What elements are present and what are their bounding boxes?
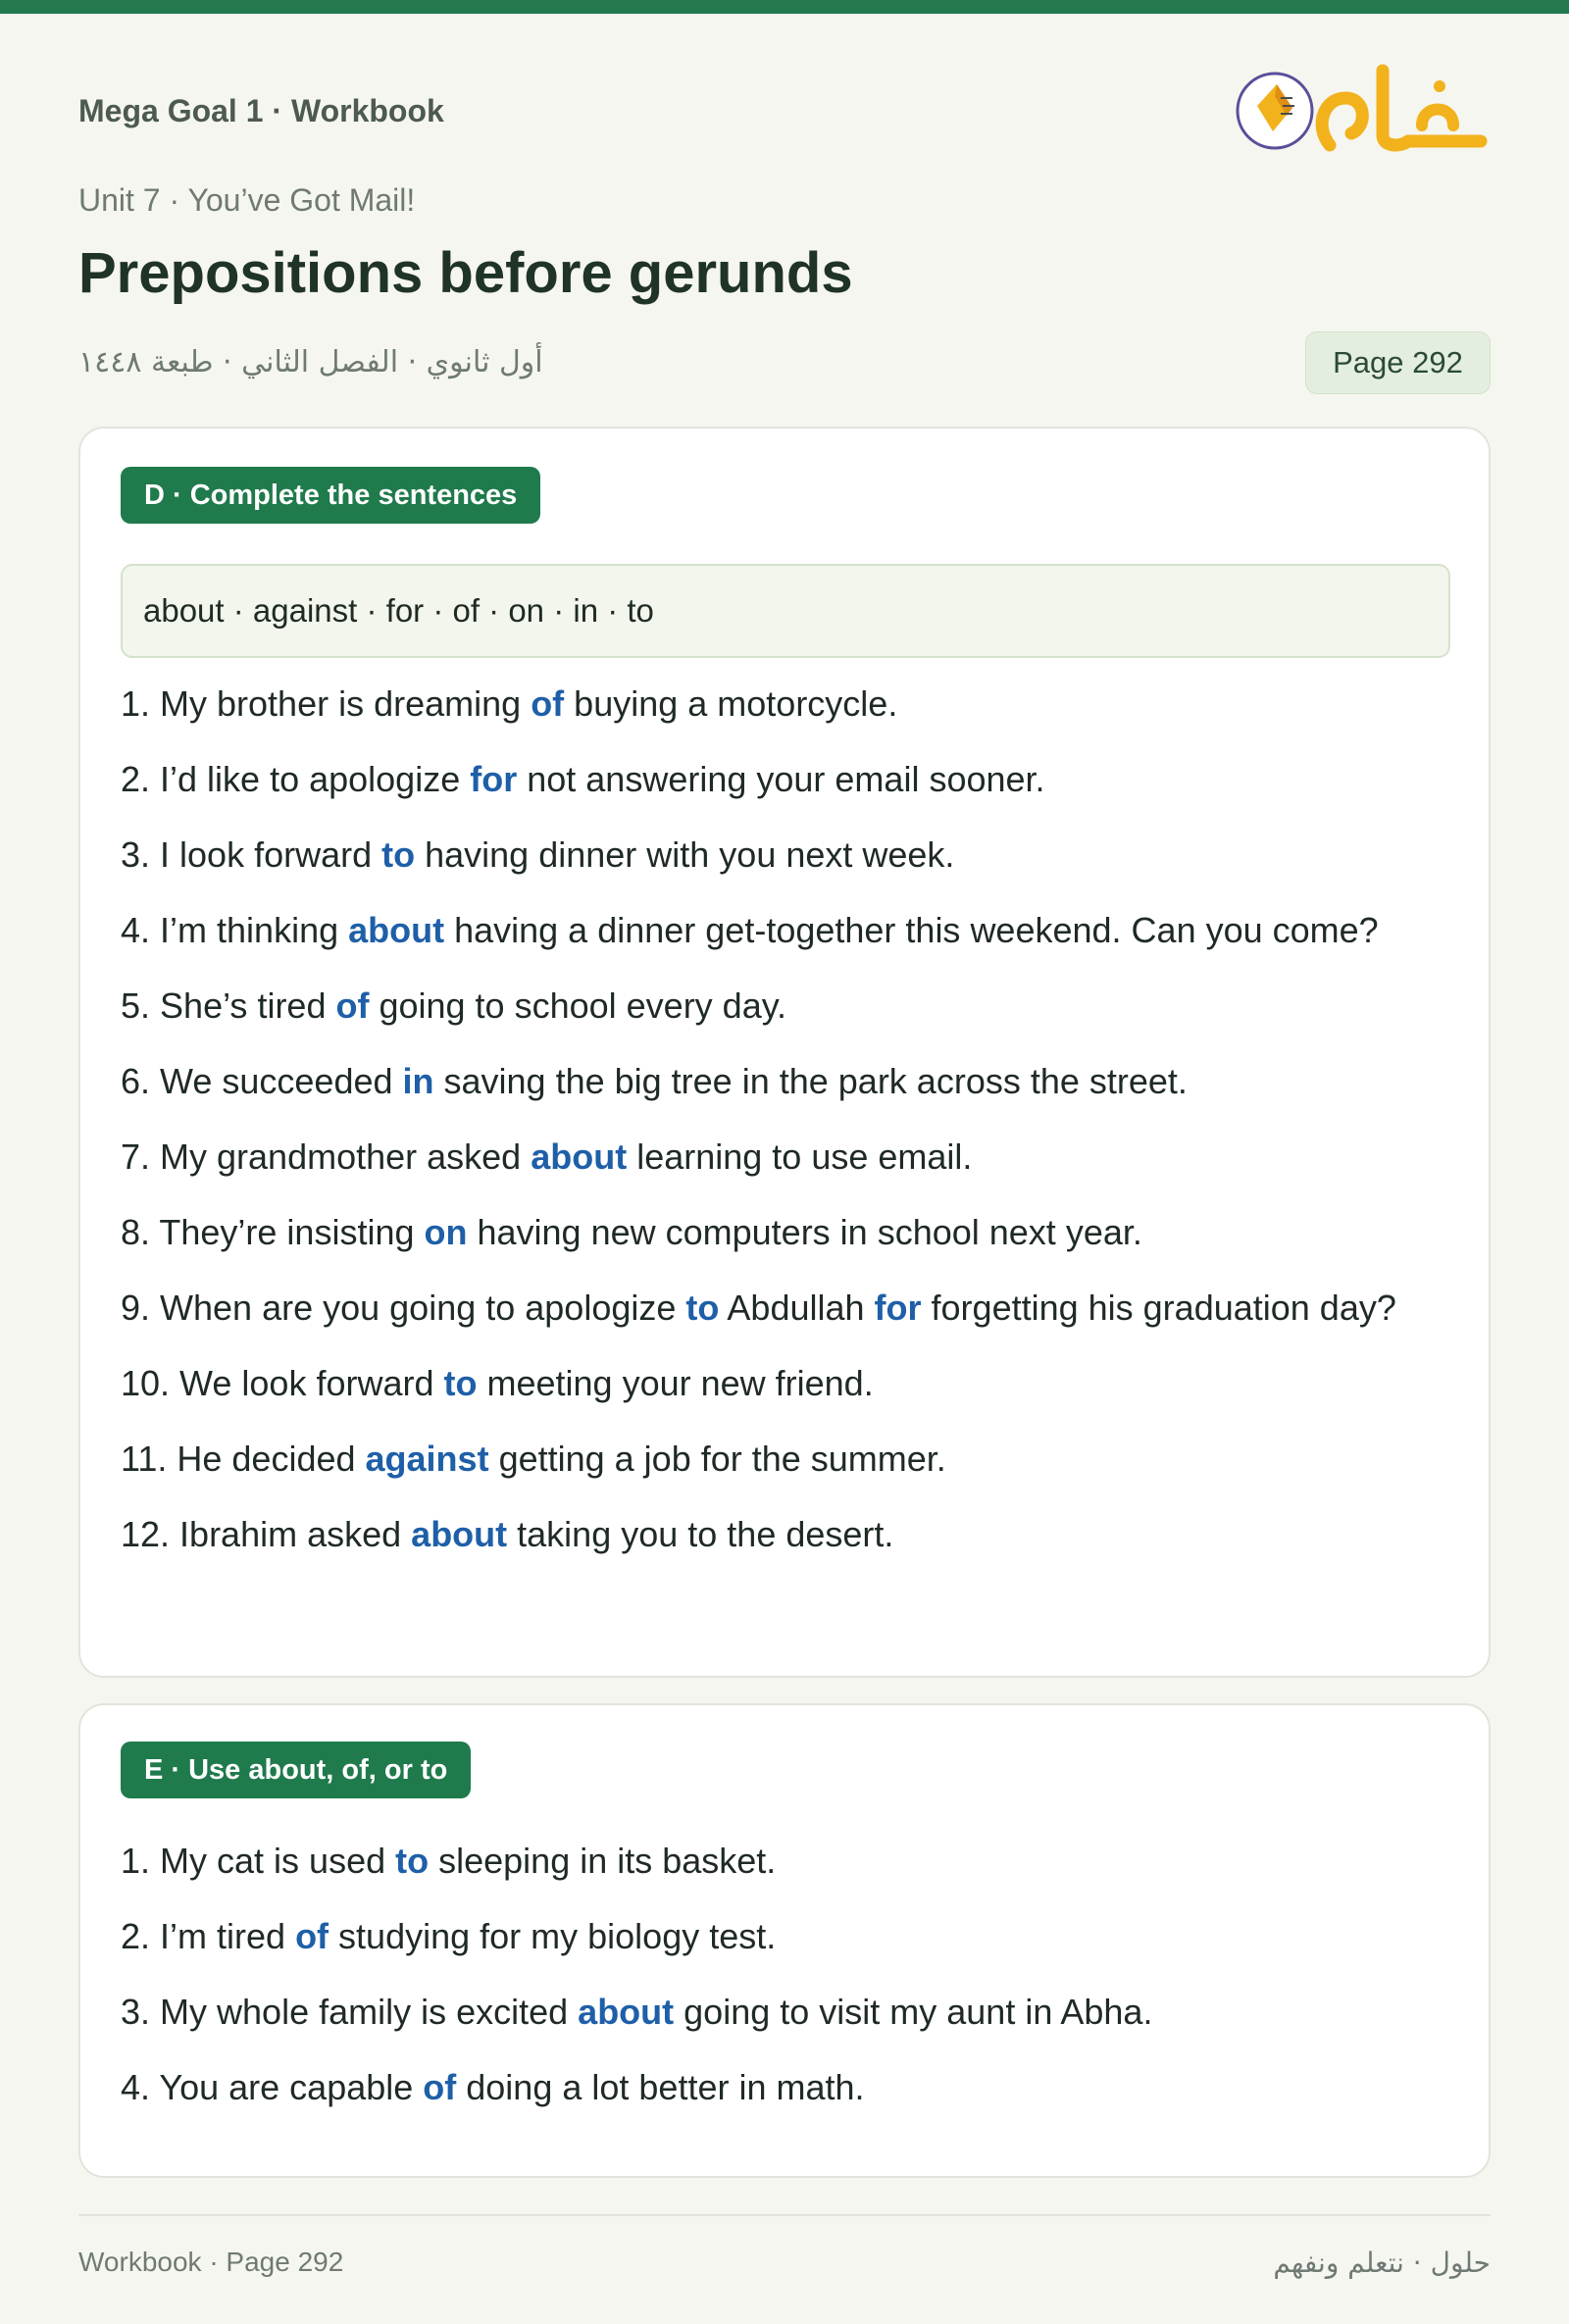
sentence-number: 5. (121, 985, 151, 1026)
answer-preposition: to (443, 1363, 478, 1403)
answer-preposition: for (470, 759, 518, 799)
sentence-item (121, 1053, 1454, 1110)
answer-preposition: to (395, 1841, 430, 1881)
sentence-text: My cat is used (150, 1841, 396, 1881)
sentence-item (121, 2059, 1454, 2116)
sentence-text: You are capable (150, 2067, 424, 2107)
arabic-course-meta: أول ثانوي · الفصل الثاني · طبعة ١٤٤٨ (78, 345, 543, 379)
sentence-item (121, 827, 1454, 884)
section-d-badge: D · Complete the sentences (121, 467, 540, 524)
answer-preposition: on (424, 1212, 468, 1252)
sentence-item (121, 1984, 1454, 2041)
sentence-number: 8. (121, 1212, 151, 1252)
sentence-number: 4. (121, 2067, 151, 2107)
answer-preposition: to (381, 834, 416, 875)
sentence-number: 11. (121, 1439, 168, 1479)
answer-preposition: in (402, 1061, 434, 1101)
footer-page-label: Workbook · Page 292 (78, 2247, 344, 2277)
sentence-item (121, 902, 1454, 959)
sentence-item (121, 1506, 1454, 1563)
answer-preposition: about (411, 1514, 508, 1554)
sentence-text: We look forward (170, 1363, 444, 1403)
answer-preposition: of (335, 985, 370, 1026)
answer-preposition: to (685, 1288, 720, 1328)
sentence-text: not answering your email sooner. (517, 759, 1045, 799)
sentence-text: learning to use email. (627, 1137, 973, 1177)
sentence-text: I look forward (150, 834, 382, 875)
sentence-number: 2. (121, 1916, 151, 1956)
sentence-item (121, 1129, 1454, 1186)
sentence-text: I’d like to apologize (150, 759, 471, 799)
answer-preposition: of (531, 683, 565, 724)
footer-divider (78, 2214, 1491, 2216)
sentence-text: My brother is dreaming (150, 683, 531, 724)
answer-preposition: against (365, 1439, 489, 1479)
sentence-text: They’re insisting (150, 1212, 425, 1252)
brand-logo (1236, 57, 1491, 165)
sentence-item (121, 1280, 1454, 1337)
answer-preposition: for (874, 1288, 922, 1328)
sentence-text: Ibrahim asked (170, 1514, 412, 1554)
sentence-number: 12. (121, 1514, 171, 1554)
answer-preposition: about (578, 1992, 675, 2032)
answer-preposition: about (348, 910, 445, 950)
sentence-text: getting a job for the summer. (488, 1439, 946, 1479)
section-d-sentence-list (121, 676, 1454, 1582)
sentence-text: going to visit my aunt in Abha. (674, 1992, 1153, 2032)
answer-preposition: about (531, 1137, 628, 1177)
unit-label: Unit 7 · You’ve Got Mail! (78, 182, 416, 218)
sentence-item (121, 978, 1454, 1035)
series-title: Mega Goal 1 · Workbook (78, 93, 444, 128)
top-accent-bar (0, 0, 1569, 14)
sentence-text: going to school every day. (369, 985, 787, 1026)
sentence-text: having a dinner get-together this weekend. Can you come? (444, 910, 1379, 950)
sentence-number: 1. (121, 1841, 151, 1881)
sentence-item (121, 1204, 1454, 1261)
page-number-badge: Page 292 (1305, 331, 1491, 394)
sentence-text: studying for my biology test. (329, 1916, 777, 1956)
word-bank: about · against · for · of · on · in · to (121, 564, 1450, 658)
sentence-item (121, 1431, 1454, 1488)
sentence-item (121, 1908, 1454, 1965)
section-d-card (78, 427, 1491, 1678)
sentence-text: having dinner with you next week. (415, 834, 955, 875)
sentence-item (121, 1833, 1454, 1890)
sentence-item (121, 676, 1454, 733)
sentence-text: meeting your new friend. (477, 1363, 874, 1403)
sentence-text: When are you going to apologize (150, 1288, 686, 1328)
sentence-text: buying a motorcycle. (564, 683, 898, 724)
sentence-number: 2. (121, 759, 151, 799)
sentence-text: My whole family is excited (150, 1992, 579, 2032)
sentence-number: 9. (121, 1288, 151, 1328)
answer-preposition: of (295, 1916, 329, 1956)
sentence-text: I’m tired (150, 1916, 296, 1956)
sentence-item (121, 1355, 1454, 1412)
sentence-text: taking you to the desert. (507, 1514, 894, 1554)
page-title: Prepositions before gerunds (78, 241, 853, 305)
sentence-text: He decided (167, 1439, 366, 1479)
sentence-text: We succeeded (150, 1061, 403, 1101)
sentence-text: having new computers in school next year. (467, 1212, 1142, 1252)
section-e-sentence-list (121, 1833, 1454, 2135)
answer-preposition: of (423, 2067, 457, 2107)
footer-brand-tagline: حلول · نتعلم ونفهم (1273, 2247, 1491, 2279)
section-e-card (78, 1703, 1491, 2178)
sentence-number: 3. (121, 834, 151, 875)
sentence-text: doing a lot better in math. (456, 2067, 865, 2107)
sentence-number: 1. (121, 683, 151, 724)
sentence-number: 10. (121, 1363, 171, 1403)
sentence-text: I’m thinking (150, 910, 349, 950)
sentence-text: My grandmother asked (150, 1137, 531, 1177)
sentence-number: 3. (121, 1992, 151, 2032)
sentence-text: Abdullah (719, 1288, 875, 1328)
sentence-text: sleeping in its basket. (429, 1841, 777, 1881)
sentence-number: 4. (121, 910, 151, 950)
sentence-text: saving the big tree in the park across the street. (433, 1061, 1188, 1101)
sentence-number: 6. (121, 1061, 151, 1101)
sentence-text: forgetting his graduation day? (921, 1288, 1396, 1328)
sentence-number: 7. (121, 1137, 151, 1177)
sentence-item (121, 751, 1454, 808)
section-e-badge: E · Use about, of, or to (121, 1742, 471, 1798)
sentence-text: She’s tired (150, 985, 336, 1026)
